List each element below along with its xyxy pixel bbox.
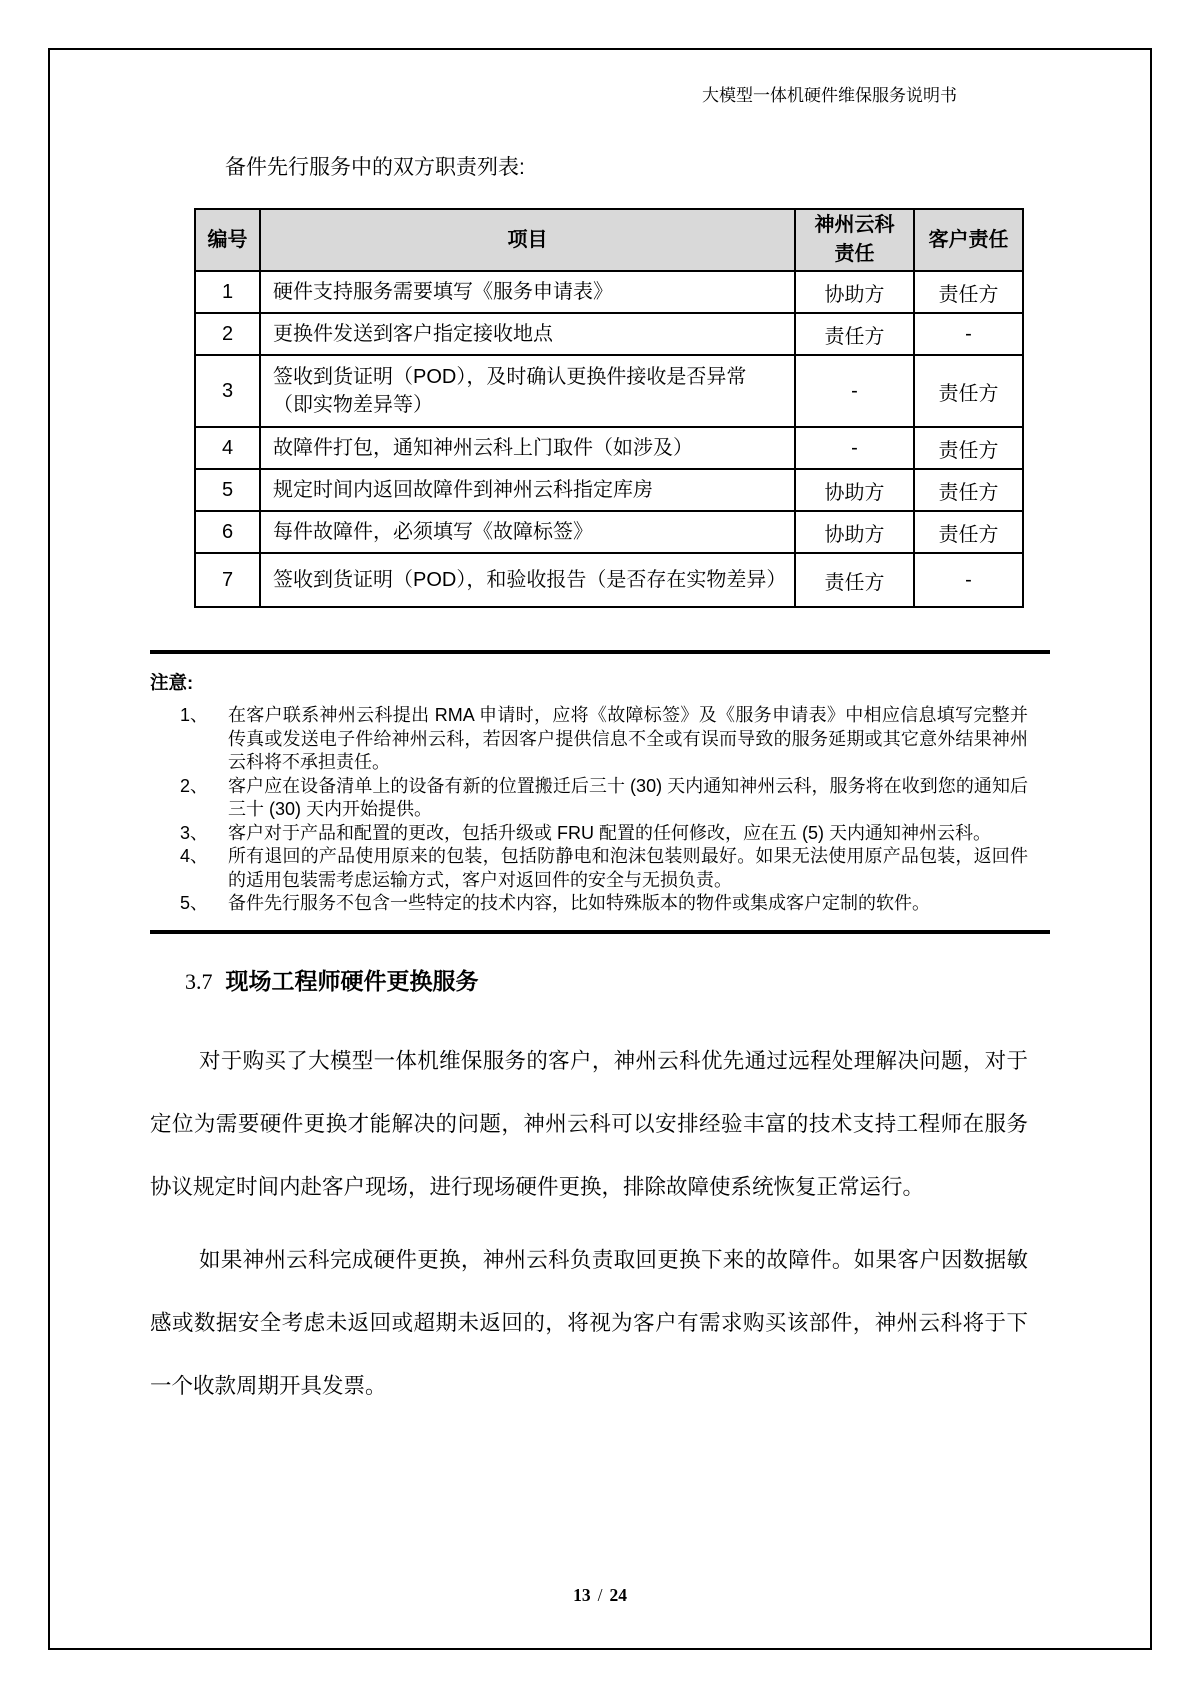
- row-vendor-responsibility: -: [795, 427, 914, 469]
- row-vendor-responsibility: 协助方: [795, 469, 914, 511]
- note-text: 在客户联系神州云科提出 RMA 申请时，应将《故障标签》及《服务申请表》中相应信息填写完整并传真或发送电子件给神州云科，若因客户提供信息不全或有误而导致的服务延期或其它意外结果神州云科将不承担责任。: [228, 705, 1028, 772]
- row-customer-responsibility: 责任方: [914, 469, 1023, 511]
- document-content: [150, 0, 1050, 1418]
- body-paragraph: 对于购买了大模型一体机维保服务的客户，神州云科优先通过远程处理解决问题，对于定位为需要硬件更换才能解决的问题，神州云科可以安排经验丰富的技术支持工程师在服务协议规定时间内赴客户现场，进行现场硬件更换，排除故障使系统恢复正常运行。: [150, 1048, 1028, 1199]
- notes-label: 注意:: [150, 672, 194, 693]
- note-item: [150, 845, 1050, 892]
- body-paragraph: 如果神州云科完成硬件更换，神州云科负责取回更换下来的故障件。如果客户因数据敏感或数据安全考虑未返回或超期未返回的，将视为客户有需求购买该部件，神州云科将于下一个收款周期开具发票。: [150, 1247, 1028, 1398]
- row-vendor-responsibility: 责任方: [795, 313, 914, 355]
- row-item: 故障件打包，通知神州云科上门取件（如涉及）: [260, 427, 795, 469]
- table-header-row: [195, 209, 1023, 271]
- note-number: 1、: [180, 705, 209, 725]
- col-header-vendor-responsibility: 神州云科责任: [795, 209, 914, 271]
- current-page-number: 13: [573, 1585, 591, 1605]
- horizontal-rule-bottom: [150, 930, 1050, 934]
- col-header-customer-responsibility: 客户责任: [914, 209, 1023, 271]
- table-row: [195, 553, 1023, 607]
- table-row: [195, 511, 1023, 553]
- row-item: 签收到货证明（POD），及时确认更换件接收是否异常（即实物差异等）: [260, 355, 795, 427]
- row-number: 2: [195, 313, 260, 355]
- row-customer-responsibility: 责任方: [914, 271, 1023, 313]
- responsibility-table: [194, 208, 1024, 608]
- page-separator: /: [597, 1585, 603, 1605]
- row-customer-responsibility: 责任方: [914, 511, 1023, 553]
- note-number: 5、: [180, 893, 209, 913]
- row-item: 签收到货证明（POD），和验收报告（是否存在实物差异）: [260, 553, 795, 607]
- row-item: 规定时间内返回故障件到神州云科指定库房: [260, 469, 795, 511]
- row-item: 硬件支持服务需要填写《服务申请表》: [260, 271, 795, 313]
- row-item: 更换件发送到客户指定接收地点: [260, 313, 795, 355]
- row-number: 6: [195, 511, 260, 553]
- row-number: 7: [195, 553, 260, 607]
- table-intro-text: 备件先行服务中的双方职责列表:: [225, 156, 525, 179]
- note-text: 客户对于产品和配置的更改，包括升级或 FRU 配置的任何修改，应在五 (5) 天内通知神州云科。: [228, 822, 991, 843]
- note-number: 2、: [180, 775, 209, 796]
- table-row: [195, 355, 1023, 427]
- section-heading: [185, 966, 1050, 1000]
- row-customer-responsibility: -: [914, 553, 1023, 607]
- page-footer: [0, 1585, 1200, 1606]
- note-text: 备件先行服务不包含一些特定的技术内容，比如特殊版本的物件或集成客户定制的软件。: [228, 893, 930, 913]
- note-number: 3、: [180, 822, 209, 843]
- note-number: 4、: [180, 846, 209, 866]
- row-number: 5: [195, 469, 260, 511]
- col-header-item: 项目: [260, 209, 795, 271]
- row-number: 4: [195, 427, 260, 469]
- horizontal-rule-top: [150, 650, 1050, 654]
- row-number: 1: [195, 271, 260, 313]
- table-row: [195, 469, 1023, 511]
- row-vendor-responsibility: -: [795, 355, 914, 427]
- row-item: 每件故障件，必须填写《故障标签》: [260, 511, 795, 553]
- row-number: 3: [195, 355, 260, 427]
- row-vendor-responsibility: 协助方: [795, 271, 914, 313]
- notes-list: [150, 704, 1050, 916]
- table-row: [195, 427, 1023, 469]
- section-number: 3.7: [185, 968, 213, 994]
- note-text: 客户应在设备清单上的设备有新的位置搬迁后三十 (30) 天内通知神州云科，服务将在收到您的通知后三十 (30) 天内开始提供。: [228, 775, 1028, 819]
- row-vendor-responsibility: 协助方: [795, 511, 914, 553]
- total-page-count: 24: [609, 1585, 627, 1605]
- table-row: [195, 313, 1023, 355]
- note-item: [150, 704, 1050, 775]
- col-header-number: 编号: [195, 209, 260, 271]
- row-customer-responsibility: 责任方: [914, 355, 1023, 427]
- note-item: [150, 892, 1050, 916]
- note-text: 所有退回的产品使用原来的包装，包括防静电和泡沫包装则最好。如果无法使用原产品包装，返回件的适用包装需考虑运输方式，客户对返回件的安全与无损负责。: [228, 846, 1028, 890]
- section-title: 现场工程师硬件更换服务: [225, 967, 479, 994]
- document-header-title: 大模型一体机硬件维保服务说明书: [702, 86, 957, 105]
- row-customer-responsibility: -: [914, 313, 1023, 355]
- note-item: [150, 775, 1050, 822]
- row-customer-responsibility: 责任方: [914, 427, 1023, 469]
- note-item: [150, 822, 1050, 846]
- row-vendor-responsibility: 责任方: [795, 553, 914, 607]
- table-row: [195, 271, 1023, 313]
